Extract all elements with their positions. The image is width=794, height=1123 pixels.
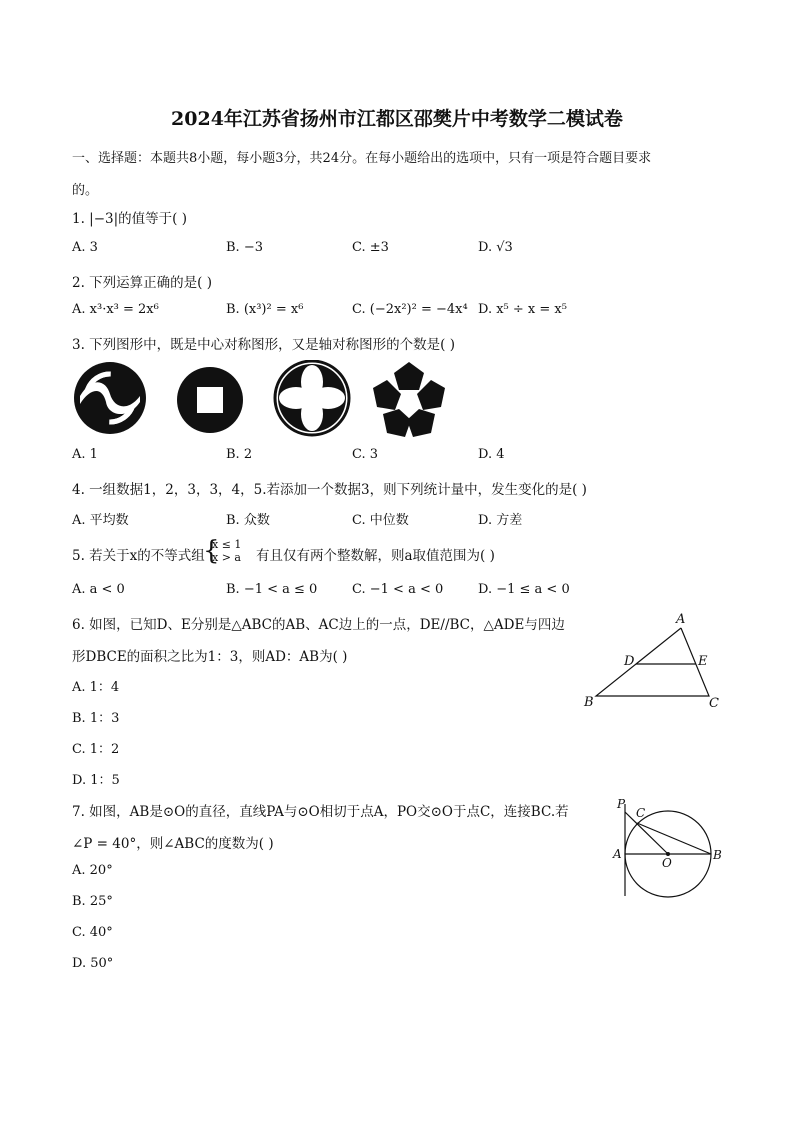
q6-option-a: A. 1：4 (72, 680, 120, 695)
question-6-line2: 形DBCE的面积之比为1：3，则AD：AB为( ) (72, 649, 348, 665)
q5-brace: { (203, 536, 220, 566)
q2-option-b: B. (x³)² = x⁶ (226, 302, 304, 317)
q7-label-a: A (613, 847, 622, 861)
question-3-stem: 3. 下列图形中，既是中心对称图形，又是轴对称图形的个数是( ) (72, 337, 455, 353)
question-4-stem: 4. 一组数据1，2，3，3，4，5.若添加一个数据3，则下列统计量中，发生变化的是( ) (72, 482, 587, 498)
question-5-stem-pre: 5. 若关于x的不等式组 (72, 548, 205, 564)
q6-option-c: C. 1：2 (72, 742, 120, 757)
section-heading (72, 143, 732, 207)
q3-option-d: D. 4 (478, 447, 505, 462)
q1-option-d: D. √3 (478, 240, 513, 255)
section-heading-line2: 的。 (72, 183, 99, 198)
q3-figure-3 (275, 361, 349, 435)
question-2-stem: 2. 下列运算正确的是( ) (72, 275, 212, 291)
question-6-line1: 6. 如图，已知D、E分别是△ABC的AB、AC边上的一点，DE//BC，△ADE与四边 (72, 617, 565, 633)
question-5-stem-post: 有且仅有两个整数解，则a取值范围为( ) (256, 548, 495, 564)
question-7-line1: 7. 如图，AB是⊙O的直径，直线PA与⊙O相切于点A，PO交⊙O于点C，连接BC.若 (72, 804, 569, 820)
q4-option-a: A. 平均数 (72, 513, 129, 528)
q7-label-c: C (636, 806, 646, 820)
q7-circle-figure (604, 796, 734, 900)
question-7-line2: ∠P = 40°，则∠ABC的度数为( ) (72, 836, 274, 852)
q6-triangle (596, 628, 709, 696)
q4-option-c: C. 中位数 (352, 513, 409, 528)
q6-triangle-figure (578, 608, 728, 714)
q5-option-a: A. a < 0 (72, 582, 125, 597)
section-heading-line1: 一、选择题：本题共8小题，每小题3分，共24分。在每小题给出的选项中，只有一项是符合题目要求 (72, 151, 652, 166)
q1-option-a: A. 3 (72, 240, 98, 255)
q1-option-c: C. ±3 (352, 240, 389, 255)
q6-label-d: D (624, 654, 635, 669)
q5-option-b: B. −1 < a ≤ 0 (226, 582, 318, 597)
q7-option-c: C. 40° (72, 925, 113, 940)
q7-line-bc (637, 823, 711, 854)
q7-label-b: B (713, 848, 722, 862)
q3-figure-4 (373, 362, 445, 437)
question-1-stem: 1. |−3|的值等于( ) (72, 211, 187, 227)
q7-label-p: P (617, 797, 626, 811)
q6-option-d: D. 1：5 (72, 773, 120, 788)
q4-option-b: B. 众数 (226, 513, 270, 528)
q3-option-b: B. 2 (226, 447, 253, 462)
page-title: 2024年江苏省扬州市江都区邵樊片中考数学二模试卷 (171, 108, 623, 130)
q5-ineq-line2: x > a (212, 551, 241, 564)
q7-option-a: A. 20° (72, 863, 113, 878)
q4-option-d: D. 方差 (478, 513, 523, 528)
q2-option-c: C. (−2x²)² = −4x⁴ (352, 302, 468, 317)
q3-option-a: A. 1 (72, 447, 98, 462)
q6-label-c: C (709, 696, 719, 711)
q7-option-d: D. 50° (72, 956, 114, 971)
q5-inequality-system (212, 538, 241, 564)
q6-option-b: B. 1：3 (72, 711, 120, 726)
q6-label-a: A (676, 612, 686, 627)
q5-option-c: C. −1 < a < 0 (352, 582, 444, 597)
q5-option-d: D. −1 ≤ a < 0 (478, 582, 570, 597)
q3-figure-1 (74, 362, 146, 434)
q7-label-o: O (662, 856, 672, 870)
q3-figures (72, 360, 452, 440)
q6-label-b: B (584, 695, 594, 710)
q1-option-b: B. −3 (226, 240, 263, 255)
q2-option-a: A. x³·x³ = 2x⁶ (72, 302, 159, 317)
q5-ineq-line1: x ≤ 1 (212, 538, 242, 551)
q2-option-d: D. x⁵ ÷ x = x⁵ (478, 302, 567, 317)
q3-figure-2 (177, 367, 243, 433)
q3-option-c: C. 3 (352, 447, 379, 462)
q6-label-e: E (698, 654, 708, 669)
q7-option-b: B. 25° (72, 894, 113, 909)
